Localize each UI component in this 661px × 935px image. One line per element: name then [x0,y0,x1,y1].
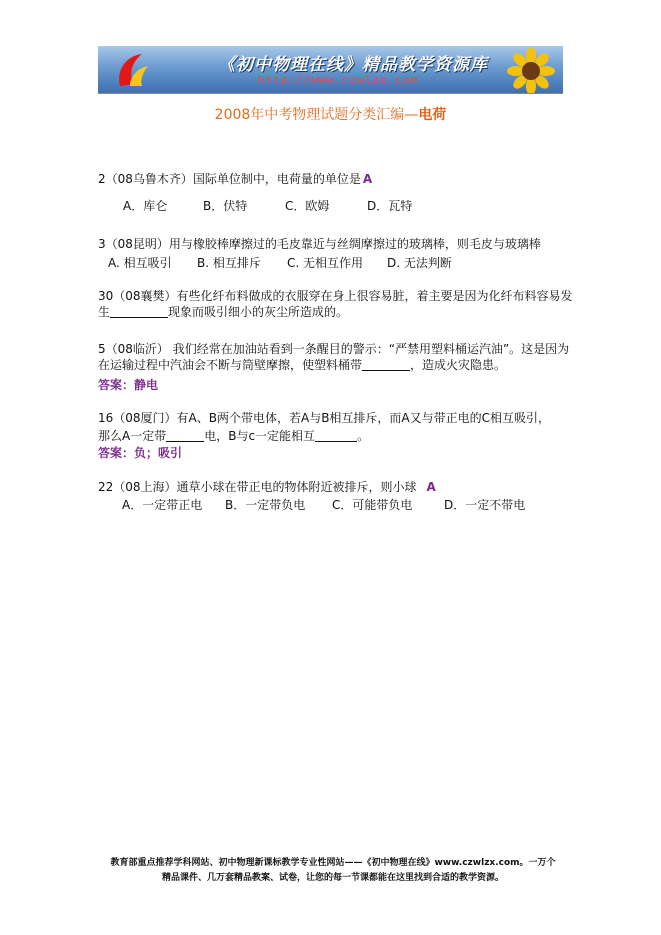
question-5-answer: 答案：负；吸引 [98,446,183,460]
question-2-option-d: D. 无法判断 [387,256,452,270]
document-title-topic: 电荷 [418,107,447,123]
question-4-blank[interactable] [362,358,410,371]
document-title [0,104,661,124]
question-6-answer-letter: A [426,480,436,494]
question-6-option-b: B．一定带负电 [225,498,306,512]
question-4-line-2 [98,355,506,375]
question-2-option-a: A. 相互吸引 [108,256,172,270]
question-6-option-d: D．一定不带电 [444,498,526,512]
question-2-stem: 3（08昆明）用与橡胶棒摩擦过的毛皮靠近与丝绸摩擦过的玻璃棒，则毛皮与玻璃棒 [98,237,541,251]
sunflower-icon [497,48,557,94]
question-3-line-2 [98,302,348,322]
footer-line-2: 精品课件、几万套精品教案、试卷，让您的每一节课都能在这里找到合适的教学资源。 [161,873,504,883]
question-6-options [0,496,661,512]
question-1-stem: 2（08乌鲁木齐）国际单位制中，电荷量的单位是 [98,172,361,186]
question-3-text-3: 现象而吸引细小的灰尘所造成的。 [168,305,349,319]
document-title-dash: — [404,107,419,123]
question-6-option-a: A．一定带正电 [122,498,203,512]
question-5-text-1: 16（08厦门）有A、B两个带电体，若A与B相互排斥，而A又与带正电的C相互吸引， [98,411,551,425]
question-1-answer-letter: A [362,172,373,186]
question-3-blank[interactable] [110,305,168,318]
site-logo-icon [112,50,152,90]
question-1-option-a: A．库仑 [123,199,168,213]
header-banner [98,46,563,94]
question-1-option-b: B．伏特 [203,199,248,213]
question-6-stem: 22（08上海）通草小球在带正电的物体附近被排斥，则小球 [98,480,417,494]
question-1 [98,169,372,189]
question-5-text-3: 电，B与c一定能相互 [204,429,316,443]
question-6-option-c: C．可能带负电 [332,498,413,512]
question-6 [98,477,436,497]
question-3-text-2: 生 [98,305,111,319]
question-5-blank-2[interactable] [315,429,357,442]
question-4-text-1: 5（08临沂） 我们经常在加油站看到一条醒目的警示：“严禁用塑料桶运汽油”。这是因为 [98,342,570,356]
footer-line-1: 教育部重点推荐学科网站、初中物理新课标教学专业性网站——《初中物理在线》www.czwlzx.com。一万个 [110,858,556,868]
question-1-option-c: C．欧姆 [285,199,330,213]
question-4-answer: 答案：静电 [98,378,159,392]
question-5-text-2: 那么A一定带 [98,429,167,443]
question-2-option-b: B. 相互排斥 [197,256,261,270]
question-1-option-d: D．瓦特 [367,199,413,213]
banner-title: 《初中物理在线》精品教学资源库 [218,55,488,75]
question-4-text-2: 在运输过程中汽油会不断与筒壁摩擦，使塑料桶带 [98,358,363,372]
question-2-options [0,254,661,270]
question-5-line-1 [98,408,550,428]
question-3-text-1: 30（08襄樊）有些化纤布料做成的衣服穿在身上很容易脏，着主要是因为化纤布料容易发 [98,289,573,303]
question-5-blank-1[interactable] [166,429,204,442]
question-5-line-2 [98,426,369,446]
question-2 [98,234,541,254]
question-5-text-4: 。 [357,429,370,443]
banner-url[interactable]: http://www.czwlzx.com [258,73,419,86]
question-4-text-3: ，造成火灾隐患。 [410,358,507,372]
question-1-options [0,197,661,213]
document-title-main: 2008年中考物理试题分类汇编 [214,107,405,123]
page-footer [98,856,568,886]
question-2-option-c: C. 无相互作用 [287,256,364,270]
